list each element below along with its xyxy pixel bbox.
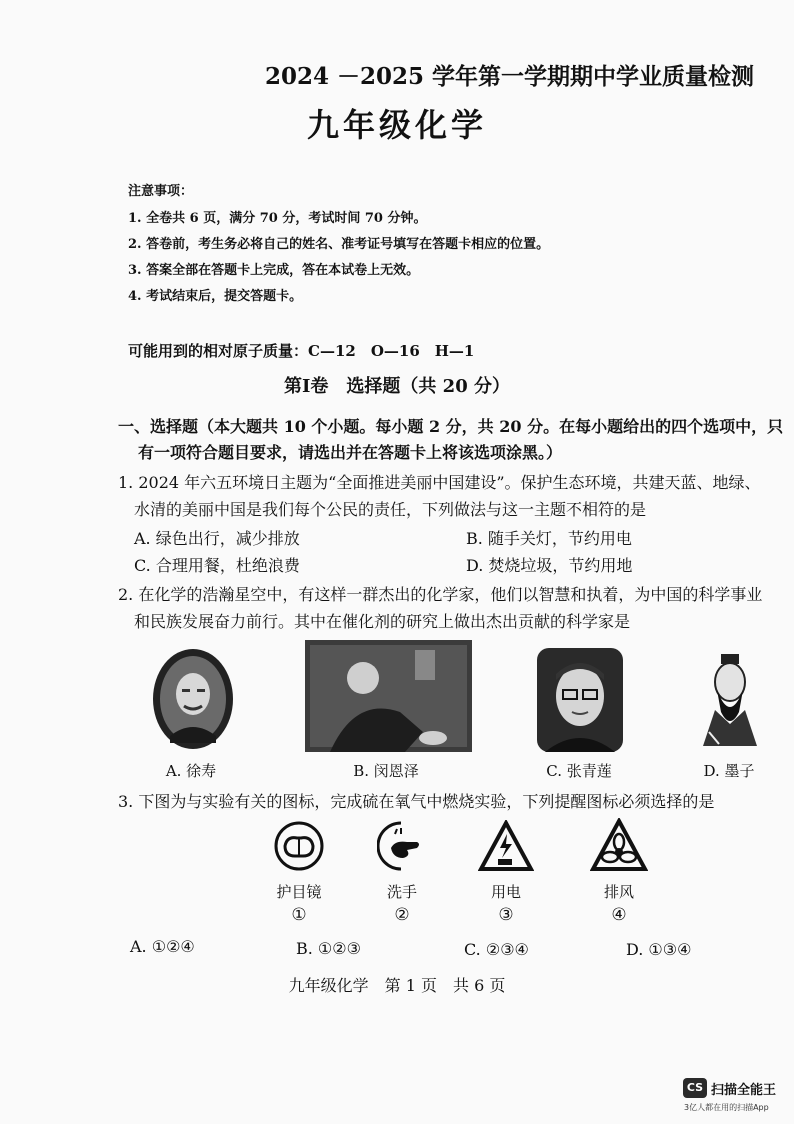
- notes-item: 3. 答案全部在答题卡上完成，答在本试卷上无效。: [128, 263, 420, 278]
- q1-option-c: C. 合理用餐，杜绝浪费: [134, 556, 300, 575]
- portrait-caption-b: B. 闵恩泽: [353, 762, 419, 780]
- portrait-caption-a: A. 徐寿: [165, 762, 217, 780]
- exam-title: 2024 －2025 学年第一学期期中学业质量检测: [264, 63, 754, 90]
- portrait-zhang-qinglian: [537, 648, 623, 752]
- notes-item: 2. 答卷前，考生务必将自己的姓名、准考证号填写在答题卡相应的位置。: [128, 237, 550, 252]
- page-footer: 九年级化学 第 1 页 共 6 页: [288, 976, 506, 995]
- scanner-watermark-subtitle: 3亿人都在用的扫描App: [684, 1103, 769, 1112]
- portrait-min-enze: [305, 640, 472, 752]
- part-one-instructions-cont: 有一项符合题目要求，请选出并在答题卡上将该选项涂黑。）: [138, 443, 563, 462]
- wash-hands-icon: [377, 820, 427, 872]
- portrait-caption-c: C. 张青莲: [546, 762, 612, 780]
- portrait-mozi: [695, 652, 765, 746]
- notes-item: 1. 全卷共 6 页，满分 70 分，考试时间 70 分钟。: [128, 211, 427, 226]
- notes-heading: 注意事项：: [128, 184, 194, 199]
- electricity-icon: [478, 820, 534, 872]
- ventilation-icon: [590, 818, 648, 872]
- icon-label-electricity: 用电: [490, 883, 521, 901]
- notes-item: 4. 考试结束后，提交答题卡。: [128, 289, 303, 304]
- icon-label-wash-hands: 洗手: [386, 883, 417, 901]
- portrait-xu-shou: [152, 648, 234, 750]
- q3-option-a: A. ①②④: [130, 937, 195, 956]
- part-one-instructions: 一、选择题（本大题共 10 个小题。每小题 2 分，共 20 分。在每小题给出的四个选项中，只: [118, 417, 784, 436]
- question-2-stem-cont: 和民族发展奋力前行。其中在催化剂的研究上做出杰出贡献的科学家是: [134, 612, 631, 631]
- exam-subject-title: 九年级化学: [306, 106, 487, 144]
- scanner-logo-icon: CS: [683, 1078, 707, 1098]
- q1-option-b: B. 随手关灯，节约用电: [466, 529, 632, 548]
- q3-option-b: B. ①②③: [296, 939, 361, 958]
- question-1-stem-cont: 水清的美丽中国是我们每个公民的责任，下列做法与这一主题不相符的是: [134, 500, 647, 519]
- icon-number-2: ②: [394, 905, 410, 925]
- q1-option-d: D. 焚烧垃圾，节约用地: [466, 556, 633, 575]
- question-3-stem: 3. 下图为与实验有关的图标，完成硫在氧气中燃烧实验，下列提醒图标必须选择的是: [118, 792, 715, 811]
- icon-number-3: ③: [498, 905, 514, 925]
- q1-option-a: A. 绿色出行，减少排放: [134, 529, 300, 548]
- question-2-stem: 2. 在化学的浩瀚星空中，有这样一群杰出的化学家，他们以智慧和执着，为中国的科学事业: [118, 585, 763, 604]
- scanner-watermark-title: 扫描全能王: [711, 1083, 777, 1098]
- icon-number-4: ④: [611, 905, 627, 925]
- goggles-icon: [273, 820, 325, 872]
- q3-option-d: D. ①③④: [626, 940, 692, 959]
- icon-label-ventilation: 排风: [603, 883, 634, 901]
- portrait-caption-d: D. 墨子: [703, 762, 755, 780]
- q3-option-c: C. ②③④: [464, 940, 529, 959]
- icon-number-1: ①: [291, 905, 307, 925]
- atomic-mass-line: 可能用到的相对原子质量：C—12 O—16 H—1: [128, 342, 475, 360]
- section-title: 第Ⅰ卷 选择题（共 20 分）: [283, 376, 510, 397]
- icon-label-goggles: 护目镜: [276, 883, 322, 901]
- question-1-stem: 1. 2024 年六五环境日主题为“全面推进美丽中国建设”。保护生态环境，共建天蓝、地绿、: [118, 473, 761, 492]
